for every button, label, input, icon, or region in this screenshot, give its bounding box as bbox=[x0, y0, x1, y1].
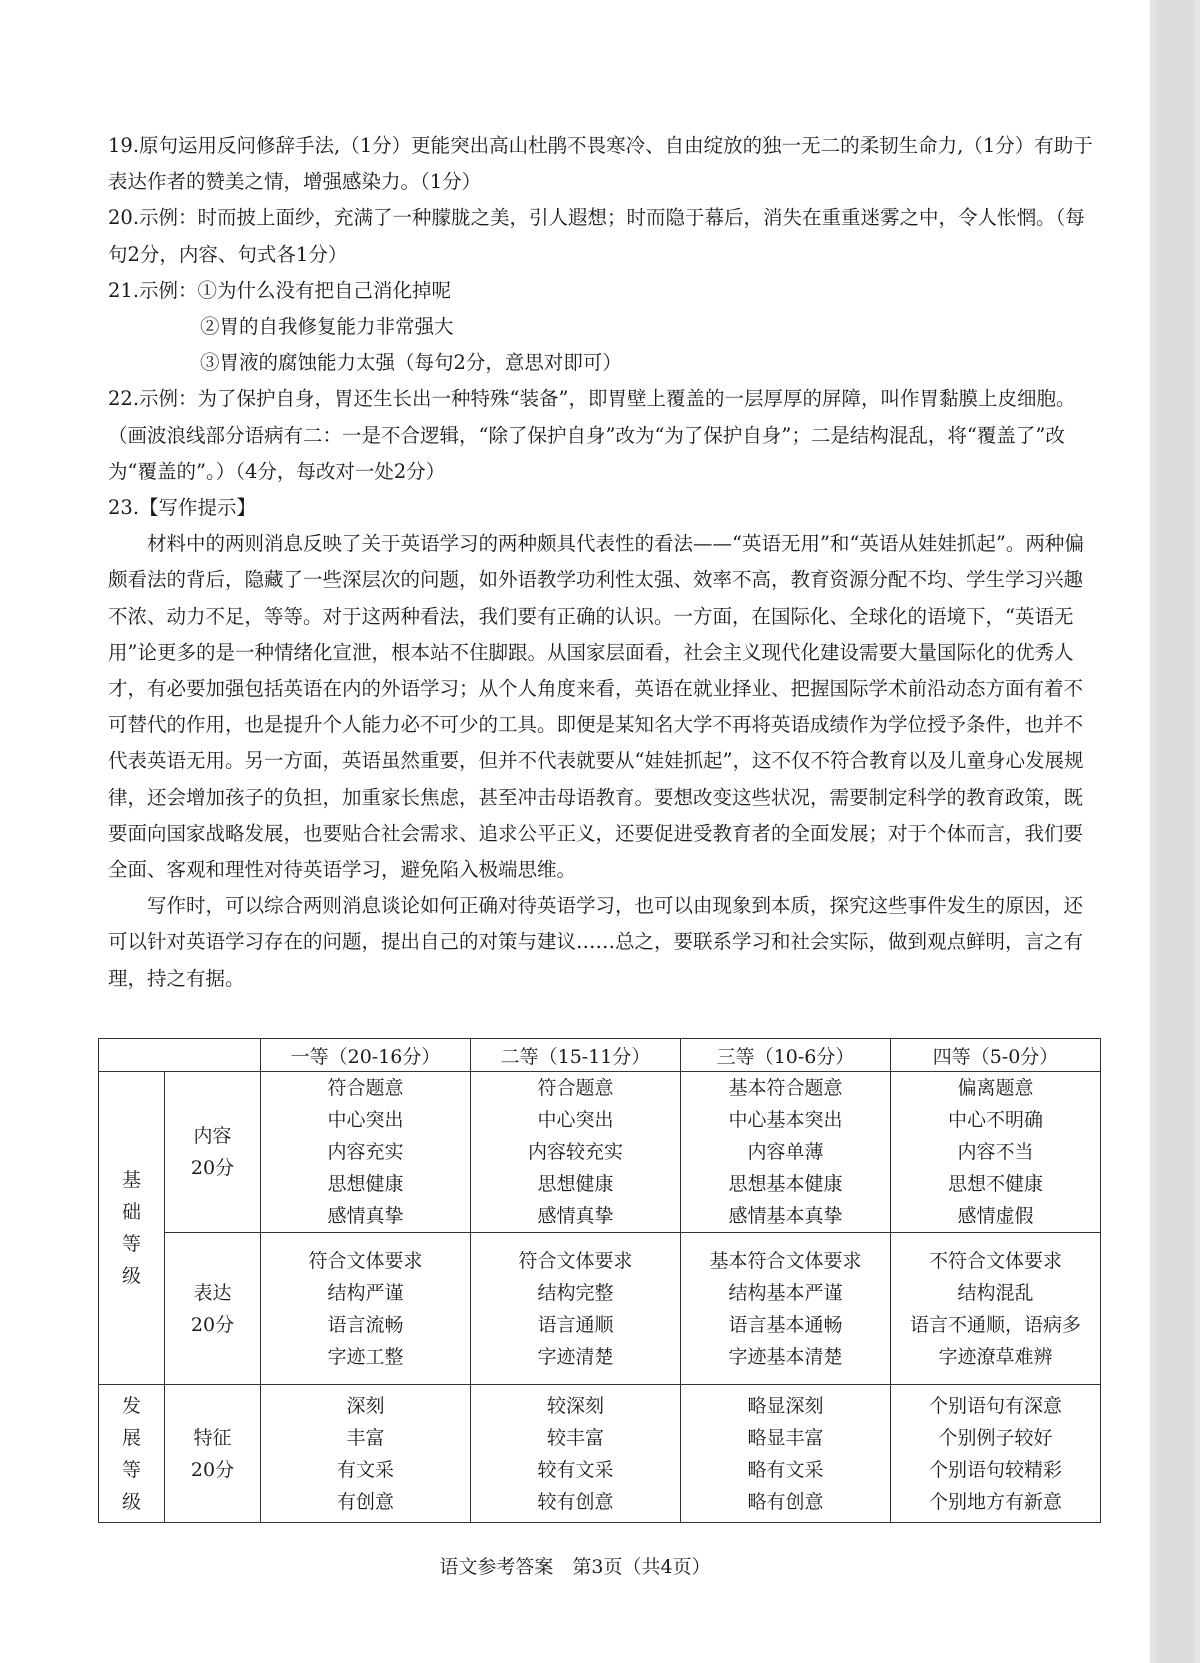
expression-score: 20分 bbox=[190, 1313, 235, 1336]
answer-23-paragraph-2: 写作时，可以综合两则消息谈论如何正确对待英语学习，也可以由现象到本质，探究这些事件发生的原因，还可以针对英语学习存在的问题，提出自己的对策与建议……总之，要联系学习和社会实际，做到观点鲜明，言之有理，持之有据。 bbox=[108, 894, 1084, 990]
cell-line: 内容单薄 bbox=[747, 1141, 824, 1163]
cell-line: 符合文体要求 bbox=[518, 1249, 633, 1272]
expression-row bbox=[99, 1233, 1101, 1385]
cell-line: 语言不通顺，语病多 bbox=[909, 1313, 1081, 1336]
cell-line: 内容较充实 bbox=[527, 1141, 623, 1163]
answer-page bbox=[108, 128, 1100, 997]
cell-line: 结构基本严谨 bbox=[728, 1281, 843, 1304]
cell-line: 中心基本突出 bbox=[728, 1109, 843, 1131]
expression-label: 表达 bbox=[193, 1281, 232, 1304]
answer-21-item-2: ②胃的自我修复能力非常强大 bbox=[200, 315, 454, 339]
cell-line: 符合题意 bbox=[537, 1077, 614, 1099]
feature-grade-4 bbox=[891, 1385, 1101, 1523]
grading-table bbox=[98, 1038, 1101, 1523]
answer-23-paragraph-1: 材料中的两则消息反映了关于英语学习的两种颇具代表性的看法——“英语无用”和“英语从娃娃抓起”。两种偏颇看法的背后，隐藏了一些深层次的问题，如外语教学功利性太强、效率不高，教育资源分配不均、学生学习兴趣不浓、动力不足，等等。对于这两种看法，我们要有正确的认识。一方面，在国际化、全球化的语境下，“英语无用”论更多的是一种情绪化宣泄，根本站不住脚跟。从国家层面看，社会主义现代化建设需要大量国际化的优秀人才，有必要加强包括英语在内的外语学习；从个人角度来看，英语在就业择业、把握国际学术前沿动态方面有着不可替代的作用，也是提升个人能力必不可少的工具。即便是某知名大学不再将英语成绩作为学位授予条件，也并不代表英语无用。另一方面，英语虽然重要，但并不代表就要从“娃娃抓起”，这不仅不符合教育以及儿童身心发展规律，还会增加孩子的负担，加重家长焦虑，甚至冲击母语教育。要想改变这些状况，需要制定科学的教育政策，既要面向国家战略发展，也要贴合社会需求、追求公平正义，还要促进受教育者的全面发展；对于个体而言，我们要全面、客观和理性对待英语学习，避免陷入极端思维。 bbox=[108, 532, 1084, 882]
header-blank bbox=[99, 1039, 261, 1072]
feature-label: 特征 bbox=[193, 1426, 232, 1449]
cell-line: 内容充实 bbox=[327, 1141, 404, 1163]
dev-level-label: 发展等级 bbox=[99, 1385, 165, 1523]
content-grade-2 bbox=[471, 1072, 681, 1233]
cell-line: 结构完整 bbox=[537, 1281, 614, 1304]
content-row bbox=[99, 1072, 1101, 1233]
expression-grade-1 bbox=[261, 1233, 471, 1385]
content-grade-1 bbox=[261, 1072, 471, 1233]
cell-line: 字迹潦草难辨 bbox=[938, 1345, 1053, 1368]
expression-grade-2 bbox=[471, 1233, 681, 1385]
content-criterion bbox=[165, 1072, 261, 1233]
cell-line: 深刻 bbox=[346, 1394, 385, 1417]
header-grade-2: 二等（15-11分） bbox=[471, 1039, 681, 1072]
header-grade-1: 一等（20-16分） bbox=[261, 1039, 471, 1072]
answer-21-item-3: ③胃液的腐蚀能力太强（每句2分，意思对即可） bbox=[200, 351, 622, 375]
cell-line: 字迹清楚 bbox=[537, 1345, 614, 1368]
feature-row bbox=[99, 1385, 1101, 1523]
page-footer: 语文参考答案 第3页（共4页） bbox=[439, 1556, 711, 1578]
cell-line: 偏离题意 bbox=[957, 1077, 1034, 1099]
cell-line: 语言流畅 bbox=[327, 1313, 404, 1336]
cell-line: 结构混乱 bbox=[957, 1281, 1034, 1304]
answer-22: 22.示例：为了保护自身，胃还生长出一种特殊“装备”，即胃壁上覆盖的一层厚厚的屏障，叫作胃黏膜上皮细胞。（画波浪线部分语病有二：一是不合逻辑，“除了保护自身”改为“为了保护自身”；二是结构混乱，将“覆盖了”改为“覆盖的”。）（4分，每改对一处2分） bbox=[108, 387, 1076, 483]
basic-level-label: 基础等级 bbox=[99, 1072, 165, 1385]
feature-grade-3 bbox=[681, 1385, 891, 1523]
content-label: 内容 bbox=[193, 1125, 232, 1147]
cell-line: 较丰富 bbox=[546, 1426, 604, 1449]
content-score: 20分 bbox=[190, 1157, 235, 1179]
answer-19: 19.原句运用反问修辞手法,（1分）更能突出高山杜鹃不畏寒冷、自由绽放的独一无二的柔韧生命力,（1分）有助于表达作者的赞美之情，增强感染力。（1分） bbox=[108, 134, 1093, 194]
content-grade-4 bbox=[891, 1072, 1101, 1233]
cell-line: 个别例子较好 bbox=[938, 1426, 1053, 1449]
cell-line: 略显丰富 bbox=[747, 1426, 824, 1449]
answer-23-heading: 23.【写作提示】 bbox=[108, 496, 257, 520]
cell-line: 略有文采 bbox=[747, 1458, 824, 1481]
cell-line: 个别语句有深意 bbox=[928, 1394, 1062, 1417]
cell-line: 略显深刻 bbox=[747, 1394, 824, 1417]
answer-20: 20.示例：时而披上面纱，充满了一种朦胧之美，引人遐想；时而隐于幕后，消失在重重迷雾之中，令人怅惘。（每句2分，内容、句式各1分） bbox=[108, 206, 1085, 266]
feature-grade-2 bbox=[471, 1385, 681, 1523]
header-grade-4: 四等（5-0分） bbox=[891, 1039, 1101, 1072]
cell-line: 中心不明确 bbox=[947, 1109, 1043, 1131]
cell-line: 符合文体要求 bbox=[308, 1249, 423, 1272]
cell-line: 思想不健康 bbox=[947, 1173, 1043, 1195]
cell-line: 基本符合文体要求 bbox=[709, 1249, 862, 1272]
cell-line: 思想健康 bbox=[327, 1173, 404, 1195]
cell-line: 符合题意 bbox=[327, 1077, 404, 1099]
cell-line: 个别语句较精彩 bbox=[928, 1458, 1062, 1481]
cell-line: 感情真挚 bbox=[537, 1205, 614, 1227]
expression-grade-4 bbox=[891, 1233, 1101, 1385]
feature-criterion bbox=[165, 1385, 261, 1523]
cell-line: 语言通顺 bbox=[537, 1313, 614, 1336]
cell-line: 略有创意 bbox=[747, 1490, 824, 1513]
cell-line: 不符合文体要求 bbox=[928, 1249, 1062, 1272]
cell-line: 语言基本通畅 bbox=[728, 1313, 843, 1336]
cell-line: 字迹工整 bbox=[327, 1345, 404, 1368]
feature-grade-1 bbox=[261, 1385, 471, 1523]
cell-line: 思想健康 bbox=[537, 1173, 614, 1195]
answer-21-item-1: 21.示例：①为什么没有把自己消化掉呢 bbox=[108, 278, 452, 302]
cell-line: 较有文采 bbox=[537, 1458, 614, 1481]
header-grade-3: 三等（10-6分） bbox=[681, 1039, 891, 1072]
cell-line: 结构严谨 bbox=[327, 1281, 404, 1304]
cell-line: 感情虚假 bbox=[957, 1205, 1034, 1227]
expression-grade-3 bbox=[681, 1233, 891, 1385]
cell-line: 丰富 bbox=[346, 1426, 385, 1449]
expression-criterion bbox=[165, 1233, 261, 1385]
cell-line: 感情真挚 bbox=[327, 1205, 404, 1227]
cell-line: 基本符合题意 bbox=[728, 1077, 843, 1099]
content-grade-3 bbox=[681, 1072, 891, 1233]
feature-score: 20分 bbox=[190, 1458, 235, 1481]
cell-line: 有文采 bbox=[336, 1458, 394, 1481]
cell-line: 感情基本真挚 bbox=[728, 1205, 843, 1227]
cell-line: 中心突出 bbox=[327, 1109, 404, 1131]
scrollbar[interactable] bbox=[1150, 0, 1200, 1663]
cell-line: 中心突出 bbox=[537, 1109, 614, 1131]
cell-line: 较有创意 bbox=[537, 1490, 614, 1513]
cell-line: 思想基本健康 bbox=[728, 1173, 843, 1195]
cell-line: 字迹基本清楚 bbox=[728, 1345, 843, 1368]
cell-line: 有创意 bbox=[336, 1490, 394, 1513]
cell-line: 内容不当 bbox=[957, 1141, 1034, 1163]
grading-header-row bbox=[99, 1039, 1101, 1072]
cell-line: 较深刻 bbox=[546, 1394, 604, 1417]
scrollbar-thumb[interactable] bbox=[1156, 0, 1194, 1663]
cell-line: 个别地方有新意 bbox=[928, 1490, 1062, 1513]
